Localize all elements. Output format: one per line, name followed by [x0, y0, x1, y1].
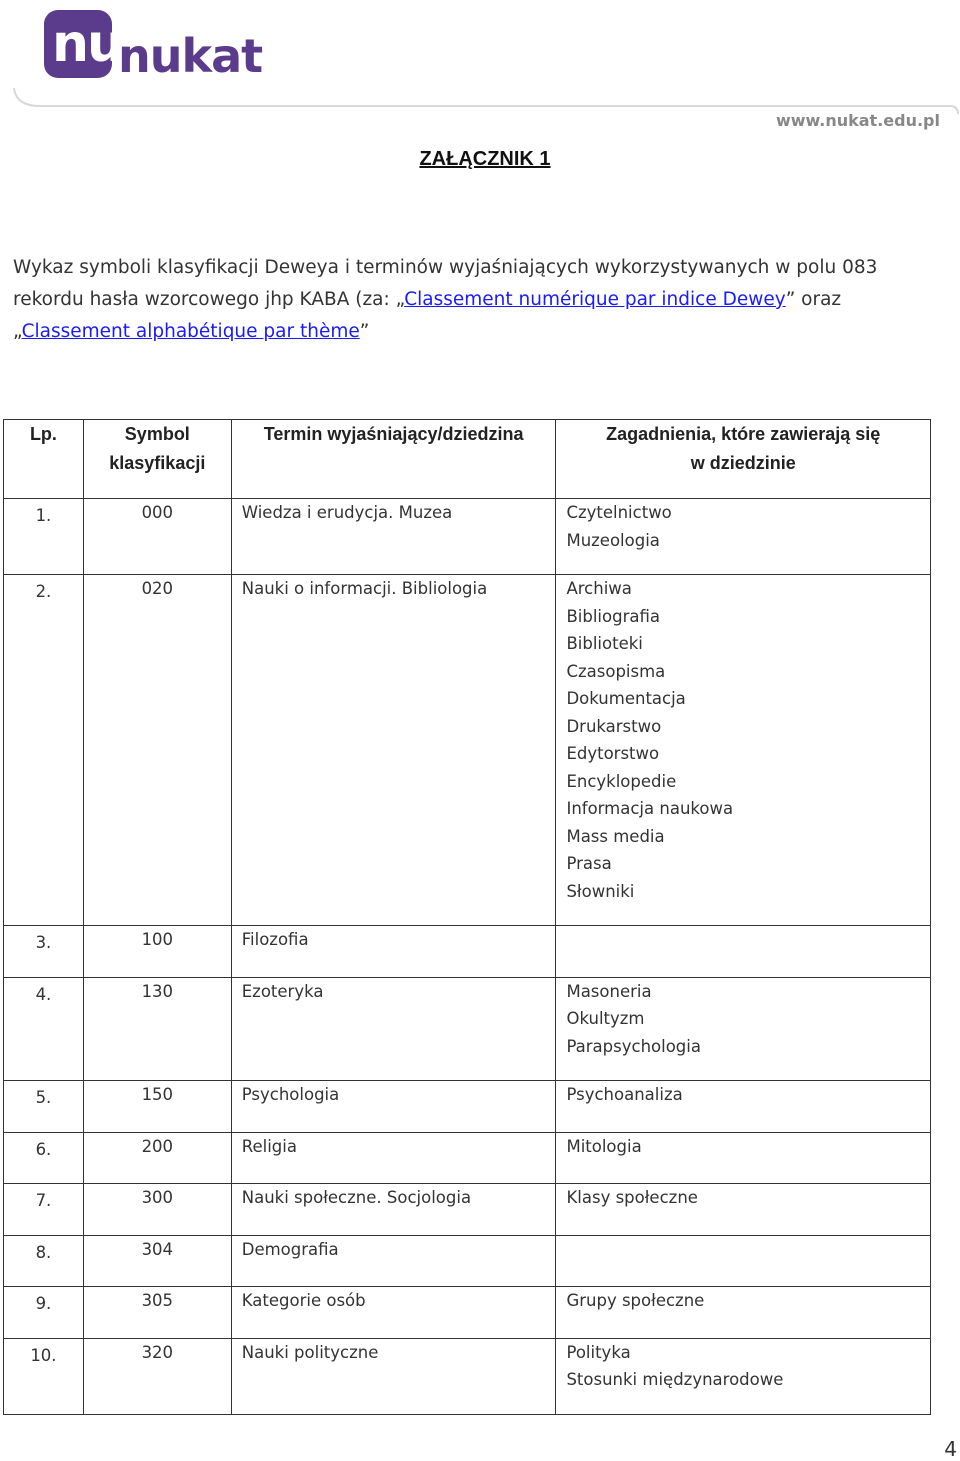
- row-symbol: 305: [83, 1287, 231, 1339]
- row-symbol: 304: [83, 1235, 231, 1287]
- row-topics: [556, 1132, 931, 1184]
- topic-item: Biblioteki: [566, 634, 643, 653]
- row-symbol: 200: [83, 1132, 231, 1184]
- row-topics: [556, 977, 931, 1081]
- row-term: Nauki społeczne. Socjologia: [231, 1184, 556, 1236]
- row-lp: 5.: [4, 1081, 84, 1133]
- row-lp: 9.: [4, 1287, 84, 1339]
- row-term: Wiedza i erudycja. Muzea: [231, 499, 556, 575]
- row-term: Psychologia: [231, 1081, 556, 1133]
- row-term: Filozofia: [231, 926, 556, 978]
- logo-mark: nu: [44, 10, 112, 78]
- table-row: [4, 1235, 931, 1287]
- topic-item: Muzeologia: [566, 530, 660, 550]
- logo-text: nukat: [118, 29, 263, 83]
- header-lp: Lp.: [4, 420, 84, 499]
- row-symbol: 150: [83, 1081, 231, 1133]
- topic-item: Czytelnictwo: [566, 503, 672, 522]
- row-lp: 7.: [4, 1184, 84, 1236]
- row-lp: 4.: [4, 977, 84, 1081]
- topic-item: Polityka: [566, 1342, 631, 1362]
- table-row: [4, 1132, 931, 1184]
- topic-item: Prasa: [566, 854, 612, 873]
- topic-item: Klasy społeczne: [566, 1188, 698, 1207]
- row-topics: [556, 1287, 931, 1339]
- topic-item: Edytorstwo: [566, 744, 660, 763]
- topic-item: Dokumentacja: [566, 689, 686, 708]
- table-header-row: [4, 420, 931, 499]
- topic-item: Słowniki: [566, 881, 635, 901]
- topic-item: Drukarstwo: [566, 716, 662, 736]
- topic-item: Mitologia: [566, 1136, 642, 1156]
- link-classement-alphabetique[interactable]: Classement alphabétique par thème: [21, 321, 360, 342]
- topic-item: Encyklopedie: [566, 771, 677, 791]
- row-lp: 6.: [4, 1132, 84, 1184]
- row-topics: [556, 926, 931, 978]
- row-term: Kategorie osób: [231, 1287, 556, 1339]
- row-topics: [556, 1235, 931, 1287]
- row-term: Religia: [231, 1132, 556, 1184]
- row-symbol: 020: [83, 575, 231, 926]
- row-lp: 3.: [4, 926, 84, 978]
- table-row: [4, 1338, 931, 1414]
- table-row: [4, 926, 931, 978]
- table-row: [4, 499, 931, 575]
- row-topics: [556, 1338, 931, 1414]
- topic-item: Bibliografia: [566, 606, 660, 626]
- row-topics: [556, 1184, 931, 1236]
- topic-item: Masoneria: [566, 981, 652, 1001]
- table-row: [4, 977, 931, 1081]
- row-term: Nauki o informacji. Bibliologia: [231, 575, 556, 926]
- table-row: [4, 1287, 931, 1339]
- topic-item: Stosunki międzynarodowe: [566, 1370, 784, 1389]
- topic-item: Mass media: [566, 826, 665, 846]
- topic-item: Czasopisma: [566, 661, 666, 681]
- row-lp: 2.: [4, 575, 84, 926]
- row-topics: [556, 499, 931, 575]
- page-number: 4: [944, 1437, 957, 1461]
- topic-item: Okultyzm: [566, 1009, 645, 1028]
- row-term: Demografia: [231, 1235, 556, 1287]
- row-lp: 8.: [4, 1235, 84, 1287]
- row-lp: 1.: [4, 499, 84, 575]
- row-symbol: 320: [83, 1338, 231, 1414]
- topic-item: Parapsychologia: [566, 1036, 701, 1056]
- header-topics: Zagadnienia, które zawierają się w dziedzinie: [556, 420, 931, 499]
- topic-item: Informacja naukowa: [566, 799, 734, 818]
- row-symbol: 130: [83, 977, 231, 1081]
- dewey-classification-table: [3, 419, 931, 1415]
- topic-item: Psychoanaliza: [566, 1085, 683, 1104]
- row-term: Nauki polityczne: [231, 1338, 556, 1414]
- row-symbol: 000: [83, 499, 231, 575]
- table-row: [4, 1081, 931, 1133]
- row-symbol: 300: [83, 1184, 231, 1236]
- row-symbol: 100: [83, 926, 231, 978]
- row-topics: [556, 1081, 931, 1133]
- website-url[interactable]: www.nukat.edu.pl: [775, 111, 940, 130]
- topic-item: Grupy społeczne: [566, 1291, 705, 1310]
- page-title: ZAŁĄCZNIK 1: [419, 148, 551, 170]
- row-topics: [556, 575, 931, 926]
- row-term: Ezoteryka: [231, 977, 556, 1081]
- topic-item: Archiwa: [566, 579, 632, 598]
- table-row: [4, 575, 931, 926]
- link-classement-numerique[interactable]: Classement numérique par indice Dewey: [404, 289, 786, 310]
- header-term: Termin wyjaśniający/dziedzina: [231, 420, 556, 499]
- row-lp: 10.: [4, 1338, 84, 1414]
- header-symbol: Symbol klasyfikacji: [83, 420, 231, 499]
- table-row: [4, 1184, 931, 1236]
- intro-paragraph: Wykaz symboli klasyfikacji Deweya i terminów wyjaśniających wykorzystywanych w polu 083 rekordu hasła wzorcowego jhp KABA (za: „Classement numérique par indice Dewey” oraz „Classement alphabétique par thème”: [13, 257, 878, 342]
